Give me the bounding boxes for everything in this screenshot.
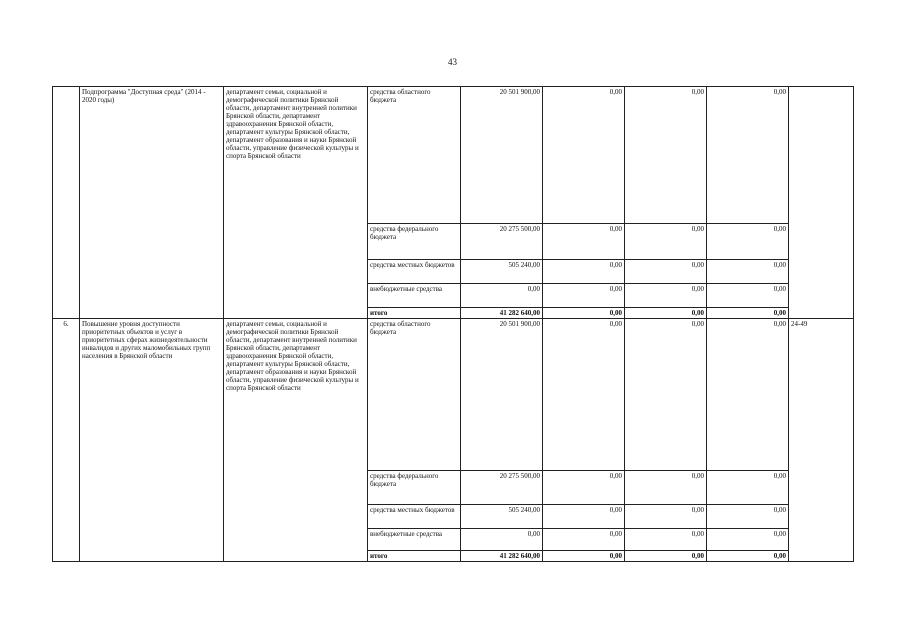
- funding-source: средства федерального бюджета: [368, 471, 461, 505]
- total-amount-cell: 0,00: [543, 551, 625, 562]
- amount-cell: 0,00: [707, 529, 789, 551]
- amount-cell: 0,00: [543, 471, 625, 505]
- amount-cell: 505 240,00: [461, 505, 543, 529]
- amount-cell: 0,00: [543, 319, 625, 471]
- amount-cell: 0,00: [625, 284, 707, 308]
- total-amount-cell: 41 282 640,00: [461, 551, 543, 562]
- funding-source: средства областного бюджета: [368, 87, 461, 224]
- amount-cell: 0,00: [625, 471, 707, 505]
- funding-source-total: итого: [368, 551, 461, 562]
- total-amount-cell: 0,00: [543, 308, 625, 319]
- amount-cell: 0,00: [707, 471, 789, 505]
- row-number: 6.: [53, 319, 80, 562]
- total-amount-cell: 41 282 640,00: [461, 308, 543, 319]
- funding-source: внебюджетные средства: [368, 529, 461, 551]
- amount-cell: 0,00: [543, 505, 625, 529]
- executor-cell: департамент семьи, социальной и демографической политики Брянской области, департамент внутренней политики Брянской области, департамент здравоохранения Брянской области, департамент культуры Брянской области, департамент образования и науки Брянской области, управление физической культуры и спорта Брянской области: [224, 319, 368, 562]
- amount-cell: 0,00: [625, 87, 707, 224]
- amount-cell: 0,00: [707, 505, 789, 529]
- amount-cell: 0,00: [543, 529, 625, 551]
- executor-cell: департамент семьи, социальной и демографической политики Брянской области, департамент внутренней политики Брянской области, департамент здравоохранения Брянской области, департамент культуры Брянской области, департамент образования и науки Брянской области, управление физической культуры и спорта Брянской области: [224, 87, 368, 319]
- funding-source: средства областного бюджета: [368, 319, 461, 471]
- amount-cell: 0,00: [461, 284, 543, 308]
- funding-source-total: итого: [368, 308, 461, 319]
- amount-cell: 0,00: [543, 260, 625, 284]
- funding-source: средства местных бюджетов: [368, 505, 461, 529]
- activity-title: Подпрограмма "Доступная среда" (2014 - 2020 годы): [80, 87, 224, 319]
- amount-cell: 0,00: [707, 284, 789, 308]
- page-number: 43: [448, 57, 457, 67]
- table-row: [53, 319, 854, 471]
- amount-cell: 0,00: [625, 529, 707, 551]
- activity-title: Повышение уровня доступности приоритетных объектов и услуг в приоритетных сферах жизнедеятельности инвалидов и других маломобильных групп населения в Брянской области: [80, 319, 224, 562]
- amount-cell: 0,00: [707, 260, 789, 284]
- amount-cell: 0,00: [625, 319, 707, 471]
- amount-cell: 20 501 900,00: [461, 87, 543, 224]
- total-amount-cell: 0,00: [625, 551, 707, 562]
- amount-cell: 20 275 500,00: [461, 224, 543, 260]
- total-amount-cell: 0,00: [707, 551, 789, 562]
- total-amount-cell: 0,00: [625, 308, 707, 319]
- funding-source: средства местных бюджетов: [368, 260, 461, 284]
- amount-cell: 0,00: [707, 319, 789, 471]
- funding-source: внебюджетные средства: [368, 284, 461, 308]
- indicator-code: [789, 87, 854, 319]
- amount-cell: 0,00: [707, 87, 789, 224]
- funding-source: средства федерального бюджета: [368, 224, 461, 260]
- amount-cell: 0,00: [625, 505, 707, 529]
- amount-cell: 0,00: [543, 224, 625, 260]
- amount-cell: 0,00: [543, 284, 625, 308]
- total-amount-cell: 0,00: [707, 308, 789, 319]
- row-number: [53, 87, 80, 319]
- amount-cell: 20 275 500,00: [461, 471, 543, 505]
- amount-cell: 0,00: [461, 529, 543, 551]
- amount-cell: 0,00: [543, 87, 625, 224]
- amount-cell: 505 240,00: [461, 260, 543, 284]
- amount-cell: 0,00: [625, 260, 707, 284]
- table-row: [53, 87, 854, 224]
- amount-cell: 20 501 900,00: [461, 319, 543, 471]
- budget-table: [52, 86, 854, 562]
- amount-cell: 0,00: [625, 224, 707, 260]
- amount-cell: 0,00: [707, 224, 789, 260]
- indicator-code: 24-49: [789, 319, 854, 562]
